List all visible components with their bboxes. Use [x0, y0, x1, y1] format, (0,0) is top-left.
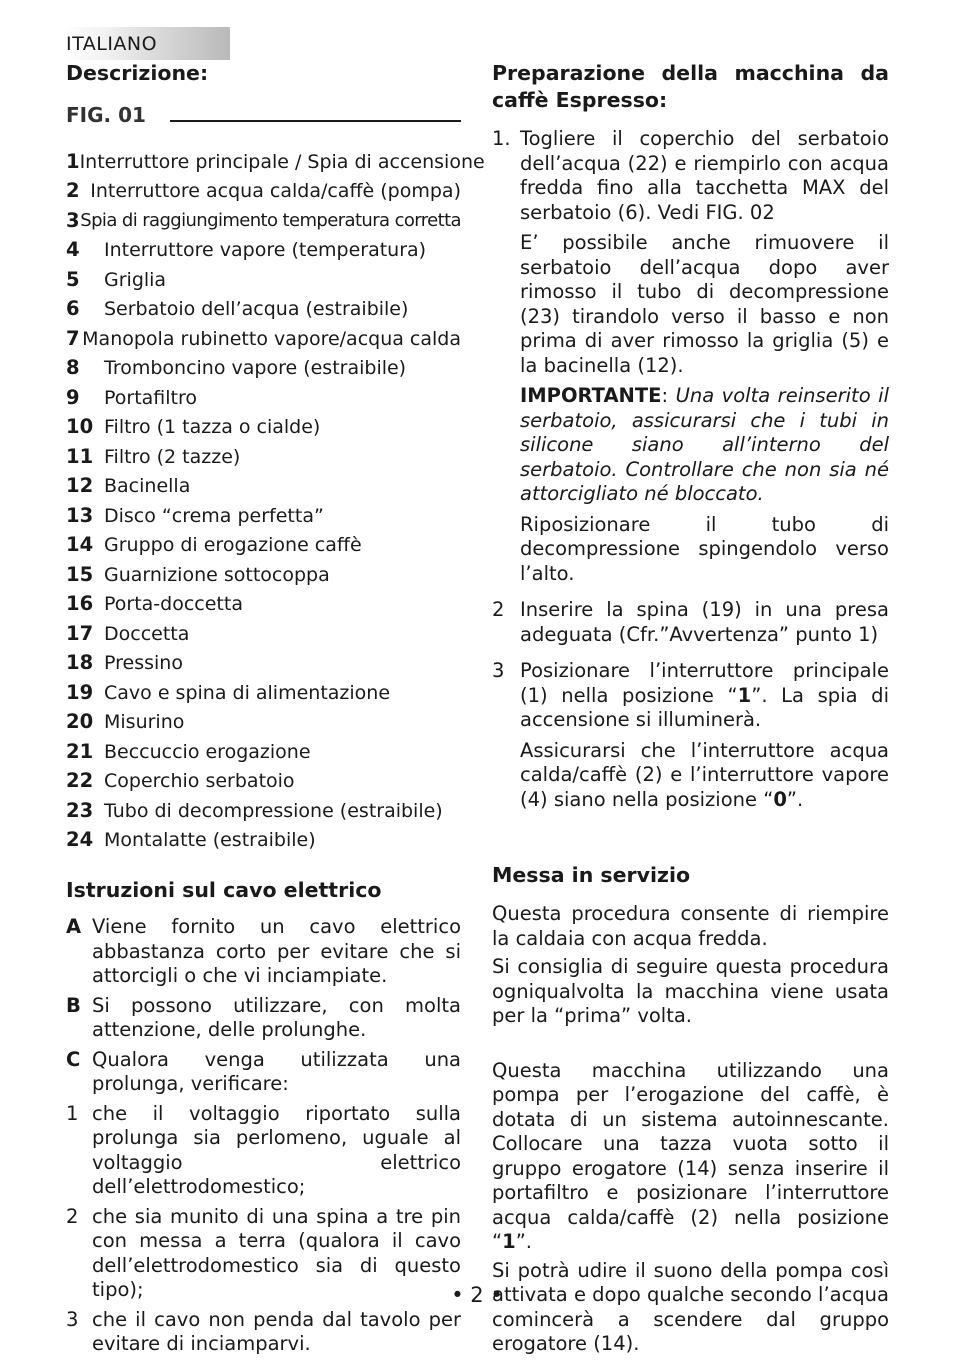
cable-item [66, 994, 461, 1043]
part-label: Bacinella [104, 475, 191, 497]
part-number: 4 [66, 238, 80, 261]
part-label: Portafiltro [104, 386, 198, 409]
step-1-text: Togliere il coperchio del serbatoio dell’acqua (22) e riempirlo con acqua fredda fino alla tacchetta MAX del serbatoio (6). Vedi FIG. 02 [520, 127, 889, 224]
part-number: 9 [66, 385, 80, 409]
part-item [66, 737, 461, 767]
part-label: Griglia [104, 268, 167, 291]
part-label: Doccetta [104, 622, 190, 645]
step-1-marker: 1. [492, 127, 511, 150]
page-number: • 2 • [451, 1283, 503, 1307]
part-label: Interruttore acqua calda/caffè (pompa) [90, 180, 461, 202]
right-column [492, 60, 889, 1357]
part-label: Interruttore principale / Spia di accensione [79, 150, 485, 173]
step-2-marker: 2 [492, 598, 505, 621]
step-2 [492, 598, 889, 653]
service-title: Messa in servizio [492, 863, 691, 887]
cable-item-marker: 1 [66, 1101, 79, 1125]
part-item [66, 619, 461, 649]
cable-item [66, 1102, 461, 1200]
part-number: 1 [66, 149, 80, 173]
part-item [66, 767, 461, 797]
cable-item-text: che sia munito di una spina a tre pin con messa a terra (qualora il cavo dell’elettrodomestico sia di questo tipo); [92, 1204, 461, 1301]
important-label: IMPORTANTE [520, 384, 662, 407]
part-label: Serbatoio dell’acqua (estraibile) [104, 298, 409, 320]
part-label: Porta-doccetta [104, 593, 243, 615]
fig-label: FIG. 01 [66, 102, 146, 127]
part-number: 2 [66, 179, 80, 202]
service-paragraph-3: Questa macchina utilizzando una pompa per l’erogazione del caffè, è dotata di un sistema autoinnescante. Collocare una tazza vuota sotto il gruppo erogatore (14) senza inserire il portafiltro e posizionare l’interruttore acqua calda/caffè (2) nella posizione “1”. [492, 1058, 889, 1253]
part-number: 20 [66, 710, 94, 733]
cable-item [66, 915, 461, 989]
part-item [66, 678, 461, 708]
part-number: 5 [66, 267, 80, 291]
part-number: 15 [66, 562, 94, 586]
cable-item-marker: 3 [66, 1307, 79, 1331]
important-text: Una volta reinserito il serbatoio, assicurarsi che i tubi in silicone siano all’interno del serbatoio. Controllare che non sia né attorcigliato né bloccato. [520, 384, 889, 505]
part-label: Gruppo di erogazione caffè [104, 534, 362, 556]
step-1-para2: E’ possibile anche rimuovere il serbatoio dell’acqua dopo aver rimosso il tubo di decompressione (23) tirandolo verso il basso e non prima di aver rimosso la griglia (5) e la bacinella (12). [520, 231, 889, 377]
part-item [66, 383, 461, 413]
cable-item-marker: A [66, 915, 82, 938]
step-2-text: Inserire la spina (19) in una presa adeguata (Cfr.”Avvertenza” punto 1) [520, 598, 889, 646]
cable-item-text: che il cavo non penda dal tavolo per evitare di inciamparvi. [92, 1307, 461, 1355]
service-paragraph-2: Si consiglia di seguire questa procedura ogniqualvolta la macchina viene usata per la “prima” volta. [492, 955, 889, 1027]
part-number: 21 [66, 739, 94, 763]
cable-item-text: Qualora venga utilizzata una prolunga, verificare: [92, 1047, 461, 1095]
part-item [66, 413, 461, 443]
part-label: Tubo di decompressione (estraibile) [104, 799, 443, 822]
part-number: 18 [66, 651, 94, 674]
part-item [66, 649, 461, 679]
part-label: Tromboncino vapore (estraibile) [104, 357, 407, 379]
part-item [66, 472, 461, 502]
step-3-text: Posizionare l’interruttore principale (1) nella posizione “1”. La spia di accensione si illuminerà. [520, 659, 889, 731]
part-label: Pressino [104, 652, 183, 674]
fig-rule [170, 120, 461, 122]
part-number: 17 [66, 621, 94, 645]
part-item [66, 560, 461, 590]
part-label: Coperchio serbatoio [104, 770, 295, 792]
part-label: Montalatte (estraibile) [104, 829, 316, 851]
language-tab: ITALIANO [62, 27, 230, 60]
part-item [66, 324, 461, 354]
step-1-important [520, 384, 889, 507]
cable-item-text: Si possono utilizzare, con molta attenzione, delle prolunghe. [92, 993, 461, 1041]
cable-title: Istruzioni sul cavo elettrico [66, 878, 382, 902]
part-label: Filtro (2 tazze) [104, 445, 241, 468]
description-title: Descrizione: [66, 61, 209, 85]
part-label: Interruttore vapore (temperatura) [104, 239, 427, 261]
part-number: 13 [66, 503, 94, 527]
part-number: 14 [66, 533, 94, 556]
step-3-para2: Assicurarsi che l’interruttore acqua calda/caffè (2) e l’interruttore vapore (4) siano nella posizione “0”. [520, 738, 889, 811]
part-number: 7 [66, 326, 80, 350]
step-3 [492, 659, 889, 818]
preparation-steps [492, 127, 889, 818]
part-item [66, 826, 461, 856]
step-1 [492, 127, 889, 592]
part-number: 10 [66, 415, 94, 438]
cable-item-text: Viene fornito un cavo elettrico abbastanza corto per evitare che si attorcigli o che vi inciampiate. [92, 915, 461, 987]
part-item [66, 206, 461, 236]
part-item [66, 590, 461, 620]
part-item [66, 147, 485, 177]
step-1-para4: Riposizionare il tubo di decompressione spingendolo verso l’alto. [520, 512, 889, 585]
part-number: 19 [66, 680, 94, 704]
cable-item-marker: C [66, 1047, 81, 1071]
part-number: 24 [66, 828, 94, 851]
part-number: 3 [66, 208, 80, 232]
part-item [66, 531, 461, 561]
part-number: 8 [66, 356, 80, 379]
cable-item-marker: 2 [66, 1204, 79, 1228]
preparation-title: Preparazione della macchina da caffè Espresso: [492, 61, 889, 112]
part-item [66, 442, 461, 472]
part-label: Cavo e spina di alimentazione [104, 681, 391, 704]
part-number: 11 [66, 444, 94, 468]
part-label: Guarnizione sottocoppa [104, 563, 330, 586]
service-paragraph-4: Si potrà udire il suono della pompa così attivata e dopo qualche secondo l’acqua comincerà a scendere dal gruppo erogatore (14). [492, 1258, 889, 1355]
cable-item-text: che il voltaggio riportato sulla prolunga sia perlomeno, uguale al voltaggio elettrico dell’elettrodomestico; [92, 1101, 461, 1198]
service-paragraph-1: Questa procedura consente di riempire la caldaia con acqua fredda. [492, 902, 889, 950]
part-number: 16 [66, 592, 94, 615]
left-column [66, 60, 485, 1362]
step-3-marker: 3 [492, 659, 505, 682]
part-item [66, 236, 461, 266]
part-item [66, 796, 461, 826]
part-number: 22 [66, 769, 94, 792]
figure-reference [66, 101, 461, 129]
part-label: Disco “crema perfetta” [104, 504, 324, 527]
cable-item [66, 1308, 461, 1357]
part-number: 6 [66, 297, 80, 320]
part-item [66, 354, 461, 384]
part-item [66, 501, 461, 531]
cable-item-marker: B [66, 993, 81, 1017]
cable-item [66, 1048, 461, 1097]
part-item [66, 177, 461, 207]
parts-list [66, 147, 485, 855]
part-label: Beccuccio erogazione [104, 740, 311, 763]
part-label: Filtro (1 tazza o cialde) [104, 416, 321, 438]
part-item [66, 295, 461, 325]
part-item [66, 708, 461, 738]
part-label: Spia di raggiungimento temperatura corretta [80, 209, 461, 231]
part-number: 23 [66, 798, 94, 822]
part-item [66, 265, 461, 295]
important-sep: : [661, 384, 676, 407]
part-label: Misurino [104, 711, 185, 733]
part-number: 12 [66, 474, 94, 497]
part-label: Manopola rubinetto vapore/acqua calda [82, 327, 461, 350]
